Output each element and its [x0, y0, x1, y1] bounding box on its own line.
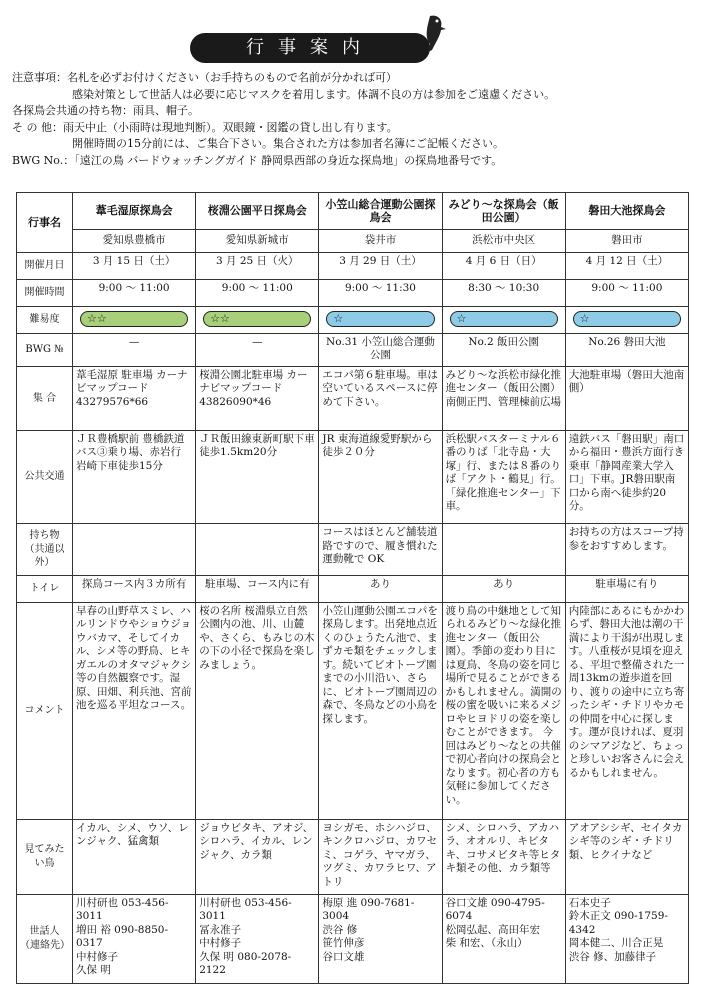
cell-comment: 渡り鳥の中継地として知られるみどり～な緑化推進センター（飯田公園）。季節の変わり目には夏鳥、冬鳥の姿を同じ場所で見ることができるかもしれません。満開の桜の蜜を吸いに来るメジロやヒヨドリの姿を楽しむことができます。 今回はみどり～なとの共催で初心者向けの探鳥会となります。初心者の方も気軽に参加してください。	[442, 602, 565, 819]
row-label-staff: 世話人（連絡先）	[17, 894, 73, 983]
cell-time: 8:30 ～ 10:30	[442, 279, 565, 306]
cell-staff	[196, 894, 319, 983]
cell-toilet: あり	[442, 575, 565, 602]
cell-date: 3 月 25 日（火）	[196, 252, 319, 279]
cell-stars	[565, 306, 688, 333]
cell-staff	[73, 894, 196, 983]
cell-toilet: 駐車場に有り	[565, 575, 688, 602]
cell-date: 4 月 6 日（日）	[442, 252, 565, 279]
staff-line: 柴 和宏、（永山）	[445, 937, 528, 950]
cell-items	[73, 524, 196, 576]
row-label-comment: コメント	[17, 602, 73, 819]
cell-birds: イカル、シメ、ウソ、レンジャク、猛禽類	[73, 819, 196, 894]
cell-bwg: —	[196, 333, 319, 366]
staff-line: 渋谷 修	[322, 923, 358, 936]
cell-date: 4 月 12 日（土）	[565, 252, 688, 279]
note-line: 各探鳥会共通の持ち物：雨具、帽子。	[12, 104, 199, 117]
difficulty-bar: ☆☆	[80, 311, 188, 327]
staff-line: 中村修子	[76, 950, 118, 963]
cell-toilet: 探鳥コース内３カ所有	[73, 575, 196, 602]
cell-date: 3 月 29 日（土）	[319, 252, 442, 279]
cell-stars	[319, 306, 442, 333]
cell-transit: ＪＲ飯田線東新町駅下車徒歩1.5km20分	[196, 430, 319, 523]
cell-birds: ジョウビタキ、アオジ、シロハラ、イカル、レンジャク、カラ類	[196, 819, 319, 894]
cell-city: 磐田市	[565, 230, 688, 253]
cell-transit: 浜松駅バスターミナル６番のりば「北寺島・大塚」行、または８番のりば「アクト・鶴見」行。「緑化推進センター」下車。	[442, 430, 565, 523]
notes	[12, 70, 697, 169]
staff-line: 石本史子	[568, 896, 611, 909]
staff-line: 渋谷 修、加藤律子	[568, 950, 657, 963]
cell-items: お持ちの方はスコープ持参をおすすめします。	[565, 524, 688, 576]
note-line: 注意事項：名札を必ずお付けください（お手持ちのもので名前が分かれば可）	[12, 71, 397, 84]
cell-staff	[565, 894, 688, 983]
note-line: BWG No.：「遠江の鳥 バードウォッチングガイド 静岡県西部の身近な探鳥地」の探鳥地番号です。	[12, 153, 503, 167]
cell-bwg: No.2 飯田公園	[442, 333, 565, 366]
cell-stars	[442, 306, 565, 333]
cell-city: 浜松市中央区	[442, 230, 565, 253]
cell-city: 愛知県新城市	[196, 230, 319, 253]
cell-name: 葦毛湿原探鳥会	[73, 193, 196, 230]
cell-meeting: 大池駐車場（磐田大池南側）	[565, 366, 688, 430]
row-label-time: 開催時間	[17, 279, 73, 306]
cell-meeting: 葦毛湿原 駐車場 カーナビマップコード 43279576*66	[73, 366, 196, 430]
staff-line: 川村研也 053-456-3011	[199, 896, 292, 923]
cell-staff	[319, 894, 442, 983]
row-label-name: 行事名	[17, 193, 73, 253]
staff-line: 松岡弘起、高田年宏	[445, 923, 541, 936]
note-line: そ の 他：雨天中止（小雨時は現地判断）。双眼鏡・図鑑の貸し出し有ります。	[12, 120, 398, 134]
cell-meeting: エコパ第６駐車場。車は空いているスペースに停めて下さい。	[319, 366, 442, 430]
row-label-stars: 難易度	[17, 306, 73, 333]
cell-meeting: みどり～な浜松市緑化推進センター（飯田公園）南側正門、管理棟前広場	[442, 366, 565, 430]
staff-line: 笹竹伸彦	[322, 937, 365, 950]
cell-name: 小笠山総合運動公園探鳥会	[319, 193, 442, 230]
row-label-items: 持ち物（共通以外）	[17, 524, 73, 576]
row-label-bwg: BWG №	[17, 333, 73, 366]
row-label-transit: 公共交通	[17, 430, 73, 523]
cell-staff	[442, 894, 565, 983]
cell-name: みどり～な探鳥会（飯田公園）	[442, 193, 565, 230]
staff-line: 久保 明 080-2078-2122	[199, 950, 292, 977]
cell-meeting: 桜淵公園北駐車場 カーナビマップコード 43826090*46	[196, 366, 319, 430]
cell-transit: 遠鉄バス「磐田駅」南口から福田・豊浜方面行き乗車「静岡産業大学入口」下車。JR磐田駅南口から南へ徒歩約20分。	[565, 430, 688, 523]
staff-line: 谷口文雄 090-4795-6074	[445, 896, 545, 923]
difficulty-bar: ☆	[450, 311, 558, 327]
cell-stars	[196, 306, 319, 333]
cell-transit: JR 東海道線愛野駅から徒歩２０分	[319, 430, 442, 523]
cell-bwg: No.31 小笠山総合運動公園	[319, 333, 442, 366]
cell-birds: アオアシシギ、セイタカシギ等のシギ・チドリ類、ヒクイナなど	[565, 819, 688, 894]
row-label-birds: 見てみたい鳥	[17, 819, 73, 894]
cell-toilet: あり	[319, 575, 442, 602]
kingfisher-icon	[408, 12, 448, 54]
staff-line: 川村研也 053-456-3011	[76, 896, 169, 923]
cell-time: 9:00 ～ 11:00	[196, 279, 319, 306]
cell-birds: ヨシガモ、ホシハジロ、キンクロハジロ、カワセミ、コゲラ、ヤマガラ、ツグミ、カワラヒワ、アトリ	[319, 819, 442, 894]
staff-line: 冨永准子	[199, 923, 242, 936]
cell-items	[196, 524, 319, 576]
cell-name: 桜淵公園平日探鳥会	[196, 193, 319, 230]
schedule-table	[16, 192, 689, 984]
cell-time: 9:00 ～ 11:00	[73, 279, 196, 306]
difficulty-bar: ☆☆	[203, 311, 311, 327]
cell-date: 3 月 15 日（土）	[73, 252, 196, 279]
cell-bwg: —	[73, 333, 196, 366]
staff-line: 久保 明	[76, 964, 111, 977]
cell-toilet: 駐車場、コース内に有	[196, 575, 319, 602]
row-label-date: 開催月日	[17, 252, 73, 279]
staff-line: 梅原 進 090-7681-3004	[322, 896, 415, 923]
cell-comment: 小笠山運動公園エコパを探鳥します。出発地点近くのひょうたん池で、まずカモ類をチェックします。続いてビオトープ園までの小川沿い、さらに、ビオトープ園周辺の森で、冬鳥などの小鳥を探します。	[319, 602, 442, 819]
row-label-toilet: トイレ	[17, 575, 73, 602]
staff-line: 岡本健二、川合正晃	[568, 937, 664, 950]
cell-city: 愛知県豊橋市	[73, 230, 196, 253]
cell-city: 袋井市	[319, 230, 442, 253]
cell-items: コースはほとんど舗装道路ですので、履き慣れた運動靴で OK	[319, 524, 442, 576]
cell-time: 9:00 ～ 11:00	[565, 279, 688, 306]
note-line: 感染対策として世話人は必要に応じマスクを着用します。体調不良の方は参加をご遠慮ください。	[72, 87, 556, 101]
cell-birds: シメ、シロハラ、アカハラ、オオルリ、キビタキ、コサメビタキ等ヒタキ類その他、カラ類等	[442, 819, 565, 894]
cell-items	[442, 524, 565, 576]
cell-comment: 内陸部にあるにもかかわらず、磐田大池は潮の干満により干潟が出現します。八重桜が見頃を迎える、平坦で整備された一周13kmの遊歩道を回り、渡りの途中に立ち寄ったシギ・チドリやカモの仲間を中心に探します。運が良ければ、夏羽のシマアジなど、ちょっと珍しいお客さんに会えるかもしれません。	[565, 602, 688, 819]
row-label-meeting: 集 合	[17, 366, 73, 430]
staff-line: 増田 裕 090-8850-0317	[76, 923, 169, 950]
difficulty-bar: ☆	[326, 311, 434, 327]
staff-line: 鈴木正文 090-1759-4342	[568, 910, 668, 936]
note-line: 開催時間の15分前には、ご集合下さい。集合された方は参加者名簿にご記帳ください。	[72, 137, 504, 150]
cell-name: 磐田大池探鳥会	[565, 193, 688, 230]
cell-stars	[73, 306, 196, 333]
cell-time: 9:00 ～ 11:30	[319, 279, 442, 306]
page-title: 行事案内	[190, 33, 430, 63]
cell-transit: ＪＲ豊橋駅前 豊橋鉄道バス③乗り場、赤岩行 岩崎下車徒歩15分	[73, 430, 196, 523]
cell-comment: 早春の山野草スミレ、ハルリンドウやショウジョウバカマ、そしてイカル、シメ等の野鳥、ヒキガエルのオタマジャクシ等の自然観察です。湿原、田畑、利兵池、宮前池を巡る平坦なコース。	[73, 602, 196, 819]
staff-line: 中村修子	[199, 937, 242, 950]
staff-line: 谷口文雄	[322, 950, 365, 963]
cell-bwg: No.26 磐田大池	[565, 333, 688, 366]
cell-comment: 桜の名所 桜淵県立自然公園内の池、川、山麓や、さくら、もみじの木の下の小径で探鳥を楽しみましょう。	[196, 602, 319, 819]
difficulty-bar: ☆	[573, 311, 681, 327]
